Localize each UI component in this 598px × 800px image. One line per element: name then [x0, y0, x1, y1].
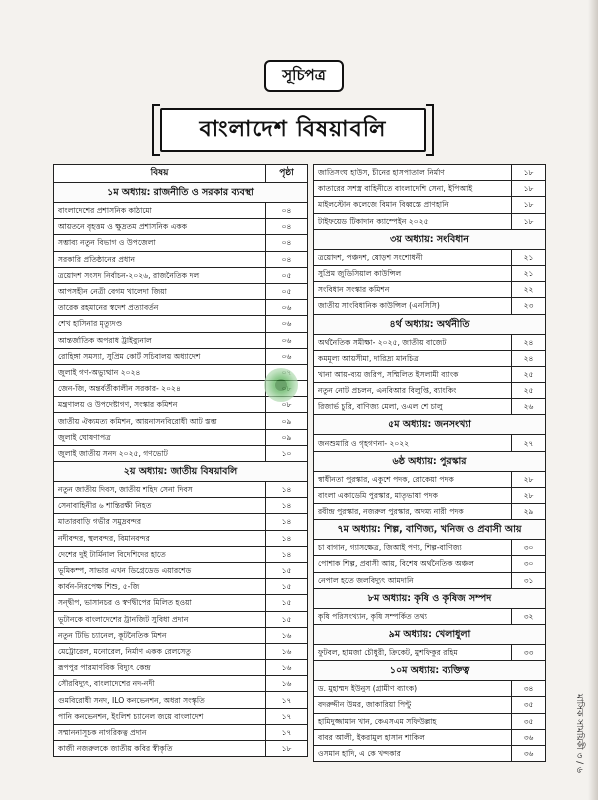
topic-cell: বাবর আলী, ইকরামুল হাসান শাকিল: [314, 729, 512, 745]
table-row: [54, 429, 308, 445]
page-number-cell: ১৭: [266, 708, 308, 724]
topic-cell: গুমবিরোধী সনদ, ILO কনভেনশন, অধরা সংস্কৃতি: [54, 692, 266, 708]
topic-cell: ভূটানকে বাংলাদেশের ট্রানজিট সুবিধা প্রদান: [54, 611, 266, 627]
topic-cell: রোহিঙ্গা সমস্যা, সুপ্রিম কোর্ট সচিবালয় অধ্যাদেশ: [54, 348, 266, 364]
topic-cell: মন্ত্রণালয় ও উপদেষ্টাগণ, সংস্কার কমিশন: [54, 397, 266, 413]
table-row: [54, 235, 308, 251]
chapter-heading: ৫ম অধ্যায়: জনসংখ্যা: [314, 415, 546, 435]
chapter-heading-row: [314, 415, 546, 435]
table-row: [314, 181, 546, 197]
chapter-heading-row: [314, 588, 546, 608]
chapter-heading: ৭ম অধ্যায়: শিল্প, বাণিজ্য, খনিজ ও প্রবাসী আয়: [314, 520, 546, 540]
page-number-cell: ০৮: [266, 397, 308, 413]
table-row: [54, 708, 308, 724]
chapter-heading: ৬ষ্ঠ অধ্যায়: পুরস্কার: [314, 451, 546, 471]
page-number-cell: ২৪: [512, 350, 546, 366]
chapter-heading: ৯ম অধ্যায়: খেলাধুলা: [314, 624, 546, 644]
page-number-cell: ০৪: [266, 219, 308, 235]
table-row: [314, 197, 546, 213]
page-number-cell: ১৬: [266, 643, 308, 659]
column-header-topic: বিষয়: [54, 165, 266, 183]
table-row: [54, 579, 308, 595]
page-number-cell: ২৫: [512, 383, 546, 399]
table-row: [54, 267, 308, 283]
page-number-cell: ১৫: [266, 595, 308, 611]
chapter-heading: ১০ম অধ্যায়: ব্যক্তিত্ব: [314, 661, 546, 681]
topic-cell: জুলাই গণ-অভ্যুত্থান ২০২৪: [54, 364, 266, 380]
topic-cell: সরকারি প্রতিষ্ঠানের প্রধান: [54, 251, 266, 267]
topic-cell: আয়তনে বৃহত্তম ও ক্ষুদ্রতম প্রশাসনিক একক: [54, 219, 266, 235]
page-number-cell: ১৪: [266, 546, 308, 562]
topic-cell: নতুন নোট প্রচলন, এনবিআর বিলুপ্তি, ব্যাংকিং: [314, 383, 512, 399]
table-row: [54, 741, 308, 757]
page-number-cell: ১৫: [266, 611, 308, 627]
table-row: [314, 435, 546, 451]
topic-cell: নতুন জাতীয় দিবস, জাতীয় শহিদ সেনা দিবস: [54, 482, 266, 498]
page-number-cell: ১০: [266, 445, 308, 461]
table-row: [54, 595, 308, 611]
topic-cell: জাতিসংঘ হাউস, চীনের হাসপাতাল নির্মাণ: [314, 165, 512, 181]
page-number-cell: ২৯: [512, 504, 546, 520]
table-row: [54, 397, 308, 413]
page-number-cell: ০৫: [266, 267, 308, 283]
contents-table-right: [313, 164, 546, 762]
topic-cell: বাংলা একাডেমি পুরস্কার, মাতৃভাষা পদক: [314, 487, 512, 503]
page-number-cell: ০৪: [266, 235, 308, 251]
topic-cell: কাতারের সশস্ত্র বাহিনীতে বাংলাদেশি সেনা, ইপিআই: [314, 181, 512, 197]
topic-cell: সুপ্রিম জুডিসিয়াল কাউন্সিল: [314, 265, 512, 281]
table-row: [54, 300, 308, 316]
table-row: [314, 213, 546, 229]
table-row: [314, 572, 546, 588]
seal-watermark: [264, 368, 298, 402]
topic-cell: কার্বন-নিরপেক্ষ শিশু, ৫-জি: [54, 579, 266, 595]
topic-cell: কৃষি পরিসংখ্যান, কৃষি সম্পর্কিত তথ্য: [314, 608, 512, 624]
table-row: [314, 265, 546, 281]
table-row: [54, 251, 308, 267]
topic-cell: কমমূল্য আয়সীমা, দারিদ্র্য মানচিত্র: [314, 350, 512, 366]
table-row: [314, 399, 546, 415]
page-number-cell: ১৪: [266, 498, 308, 514]
topic-cell: ত্রয়োদশ, পঞ্চদশ, ষোড়শ সংশোধনী: [314, 249, 512, 265]
topic-cell: রবীন্দ্র পুরস্কার, নজরুল পুরস্কার, অদম্য নারী পদক: [314, 504, 512, 520]
table-row: [314, 540, 546, 556]
chapter-heading-row: [314, 661, 546, 681]
table-row: [314, 697, 546, 713]
page-number-cell: ৩৬: [512, 729, 546, 745]
page-number-cell: ২২: [512, 282, 546, 298]
topic-cell: জাতীয় ঐক্যমত্য কমিশন, আয়নাসনবিরোধী আট স্তম্ভ: [54, 413, 266, 429]
page-number-cell: ৩৩: [512, 644, 546, 660]
table-row: [314, 165, 546, 181]
page-number-cell: ৩০: [512, 556, 546, 572]
topic-cell: ত্রয়োদশ সংসদ নির্বাচন-২০২৬, রাজনৈতিক দল: [54, 267, 266, 283]
topic-cell: রূপপুর পারমাণবিক বিদ্যুৎ কেন্দ্র: [54, 660, 266, 676]
page-number-cell: ১৪: [266, 530, 308, 546]
chapter-heading-row: [314, 451, 546, 471]
topic-cell: জাতীয় সাংবিধানিক কাউন্সিল (এনসিসি): [314, 298, 512, 314]
table-row: [314, 249, 546, 265]
table-row: [314, 556, 546, 572]
topic-cell: জুলাই জাতীয় সনদ ২০২৫, গণভোট: [54, 445, 266, 461]
topic-cell: মেট্রোরেল, মনোরেল, নির্মাণ একক রেলসেতু: [54, 643, 266, 659]
page-number-cell: ১৪: [266, 482, 308, 498]
chapter-heading: ৪র্থ অধ্যায়: অর্থনীতি: [314, 314, 546, 334]
topic-cell: স্বাধীনতা পুরস্কার, একুশে পদক, রোকেয়া পদক: [314, 471, 512, 487]
topic-cell: ফুটবল, হামজা চৌধুরী, ক্রিকেট, মুশফিকুর রহিম: [314, 644, 512, 660]
chapter-heading: ২য় অধ্যায়: জাতীয় বিষয়াবলি: [54, 462, 308, 482]
table-row: [54, 643, 308, 659]
table-row: [54, 203, 308, 219]
table-row: [314, 681, 546, 697]
page-number-cell: ৩৫: [512, 697, 546, 713]
chapter-heading-row: [314, 229, 546, 249]
page-number-cell: ১৫: [266, 562, 308, 578]
page-number-cell: ৩৫: [512, 713, 546, 729]
chapter-heading: ১ম অধ্যায়: রাজনীতি ও সরকার ব্যবস্থা: [54, 183, 308, 203]
table-row: [54, 724, 308, 740]
topic-cell: ওসমান হাদি, এ কে খন্দকার: [314, 745, 512, 761]
topic-cell: মাতারবাড়ি গভীর সমুদ্রবন্দর: [54, 514, 266, 530]
page-number-cell: ২৭: [512, 435, 546, 451]
topic-cell: বদরুদ্দীন উমর, জাকারিয়া পিন্টু: [314, 697, 512, 713]
topic-cell: খানা আয়-ব্যয় জরিপ, সম্মিলিত ইসলামী ব্যাংক: [314, 366, 512, 382]
topic-cell: জুলাই ঘোষণাপত্র: [54, 429, 266, 445]
topic-cell: নেপাল হতে জলবিদ্যুৎ আমদানি: [314, 572, 512, 588]
chapter-heading-row: [54, 183, 308, 203]
topic-cell: বাংলাদেশের প্রশাসনিক কাঠামো: [54, 203, 266, 219]
topic-cell: কাজী নজরুলকে জাতীয় কবির স্বীকৃতি: [54, 741, 266, 757]
table-row: [54, 514, 308, 530]
page-number-cell: ০৬: [266, 332, 308, 348]
table-row: [314, 729, 546, 745]
page-number-cell: ০৬: [266, 348, 308, 364]
table-row: [314, 282, 546, 298]
topic-cell: জনশুমারি ও গৃহগণনা- ২০২২: [314, 435, 512, 451]
page-number-cell: ৩৬: [512, 745, 546, 761]
table-row: [314, 298, 546, 314]
topic-cell: ড. মুহাম্মদ ইউনুস (গ্রামীণ ব্যাংক): [314, 681, 512, 697]
page-number-cell: ০৯: [266, 429, 308, 445]
table-row: [54, 562, 308, 578]
topic-cell: সংবিধান সংস্কার কমিশন: [314, 282, 512, 298]
table-row: [314, 487, 546, 503]
table-row: [54, 332, 308, 348]
table-row: [314, 504, 546, 520]
topic-cell: সম্মাননাসূচক নাগরিকত্ব প্রদান: [54, 724, 266, 740]
table-row: [54, 660, 308, 676]
table-row: [314, 383, 546, 399]
page-number-cell: ১৮: [512, 165, 546, 181]
table-row: [54, 498, 308, 514]
topic-cell: সৌরবিদ্যুৎ, বাংলাদেশের নদ-নদী: [54, 676, 266, 692]
topic-cell: রিজার্ভ চুরি, বাণিজ্য মেলা, ওএল শে চালু: [314, 399, 512, 415]
chapter-heading-row: [314, 314, 546, 334]
contents-title: সূচিপত্র: [264, 60, 344, 92]
topic-cell: দেশের দুই টার্মিনাল বিদেশিদের হাতে: [54, 546, 266, 562]
page-number-cell: ২১: [512, 265, 546, 281]
table-row: [54, 627, 308, 643]
table-row: [54, 482, 308, 498]
table-row: [314, 334, 546, 350]
page-number-cell: ০৫: [266, 283, 308, 299]
page-number-cell: ০৪: [266, 251, 308, 267]
page-number-cell: ১৫: [266, 579, 308, 595]
table-row: [54, 283, 308, 299]
table-row: [314, 350, 546, 366]
topic-cell: জেন-জি, অন্তর্বর্তীকালীন সরকার- ২০২৪: [54, 381, 266, 397]
chapter-heading: ৮ম অধ্যায়: কৃষি ও কৃষিজ সম্পদ: [314, 588, 546, 608]
page-number-cell: ১৬: [266, 676, 308, 692]
topic-cell: শেখ হাসিনার মৃত্যুদণ্ড: [54, 316, 266, 332]
page-number-cell: ২৮: [512, 471, 546, 487]
table-row: [54, 316, 308, 332]
table-row: [54, 676, 308, 692]
page-number-cell: ১৮: [512, 181, 546, 197]
table-row: [314, 713, 546, 729]
table-header-row: [54, 165, 308, 183]
table-row: [54, 445, 308, 461]
page-number-cell: ২৫: [512, 366, 546, 382]
page-number-cell: ১৪: [266, 514, 308, 530]
page-number-cell: ২১: [512, 249, 546, 265]
topic-cell: পানি কনভেনশন, ইংলিশ চ্যানেল জয়ে বাংলাদেশ: [54, 708, 266, 724]
page-number-cell: ২৪: [512, 334, 546, 350]
topic-cell: নদীবন্দর, স্থলবন্দর, বিমানবন্দর: [54, 530, 266, 546]
topic-cell: তারেক রহমানের স্বদেশ প্রত্যাবর্তন: [54, 300, 266, 316]
topic-cell: আন্তর্জাতিক অপরাধ ট্রাইব্যুনাল: [54, 332, 266, 348]
page-number-cell: ৩২: [512, 608, 546, 624]
chapter-heading-row: [54, 462, 308, 482]
table-row: [54, 219, 308, 235]
chapter-heading-row: [314, 624, 546, 644]
chapter-heading: ৩য় অধ্যায়: সংবিধান: [314, 229, 546, 249]
topic-cell: চা বাগান, গ্যাসক্ষেত্র, জিআই পণ্য, শিল্প-বাণিজ্য: [314, 540, 512, 556]
column-header-page: পৃষ্ঠা: [266, 165, 308, 183]
table-row: [54, 530, 308, 546]
page-number-cell: ০৯: [266, 413, 308, 429]
table-row: [314, 366, 546, 382]
page-number-cell: ১৭: [266, 692, 308, 708]
page-number-cell: ১৮: [266, 741, 308, 757]
page-number-cell: ২৩: [512, 298, 546, 314]
topic-cell: অর্থনৈতিক সমীক্ষা- ২০২৫, জাতীয় বাজেট: [314, 334, 512, 350]
table-row: [54, 348, 308, 364]
topic-cell: আপসহীন নেত্রী বেগম খালেদা জিয়া: [54, 283, 266, 299]
topic-cell: পোশাক শিল্প, প্রবাসী আয়, বিশেষ অর্থনৈতিক অঞ্চল: [314, 556, 512, 572]
page-number-cell: ১৬: [266, 627, 308, 643]
page-number-cell: ২৬: [512, 399, 546, 415]
section-title: বাংলাদেশ বিষয়াবলি: [160, 108, 426, 152]
page-number-cell: ১৭: [266, 724, 308, 740]
table-row: [314, 745, 546, 761]
table-row: [54, 546, 308, 562]
topic-cell: সেনাবাহিনীর ৬ শান্তিরক্ষী নিহত: [54, 498, 266, 514]
page-number-cell: ১৬: [266, 660, 308, 676]
page-number-cell: ১৮: [512, 197, 546, 213]
page-number-cell: ৩১: [512, 572, 546, 588]
table-row: [54, 692, 308, 708]
side-page-footer: মাসিক সাময়িকী ৩ / ৬: [574, 694, 584, 773]
table-row: [314, 644, 546, 660]
topic-cell: সন্দ্বীপ, ভাসানচর ও স্বর্ণদ্বীপের মিলিত হওয়া: [54, 595, 266, 611]
page-number-cell: ১৮: [512, 213, 546, 229]
topic-cell: ভূমিকম্প, সাভার এখন ডিগ্রেডেড এয়ারশেড: [54, 562, 266, 578]
topic-cell: হামিদুজ্জামান খান, কেএসএম সফিউল্লাহ: [314, 713, 512, 729]
page-number-cell: ২৮: [512, 487, 546, 503]
page-number-cell: ৩০: [512, 540, 546, 556]
page-number-cell: ০৬: [266, 300, 308, 316]
page-spine-shadow: [588, 0, 598, 800]
table-row: [54, 413, 308, 429]
page-number-cell: ০৪: [266, 203, 308, 219]
topic-cell: মাইলস্টোন কলেজে বিমান বিধ্বস্তে প্রাণহানি: [314, 197, 512, 213]
topic-cell: টাইফয়েড টিকাদান ক্যাম্পেইন ২০২৫: [314, 213, 512, 229]
page-number-cell: ৩৪: [512, 681, 546, 697]
contents-table-left: [53, 164, 308, 757]
topic-cell: নতুন টিভি চ্যানেল, কূটনৈতিক মিশন: [54, 627, 266, 643]
table-row: [54, 611, 308, 627]
table-row: [314, 608, 546, 624]
table-row: [314, 471, 546, 487]
topic-cell: সম্ভাব্য নতুন বিভাগ ও উপজেলা: [54, 235, 266, 251]
page-number-cell: ০৬: [266, 316, 308, 332]
chapter-heading-row: [314, 520, 546, 540]
